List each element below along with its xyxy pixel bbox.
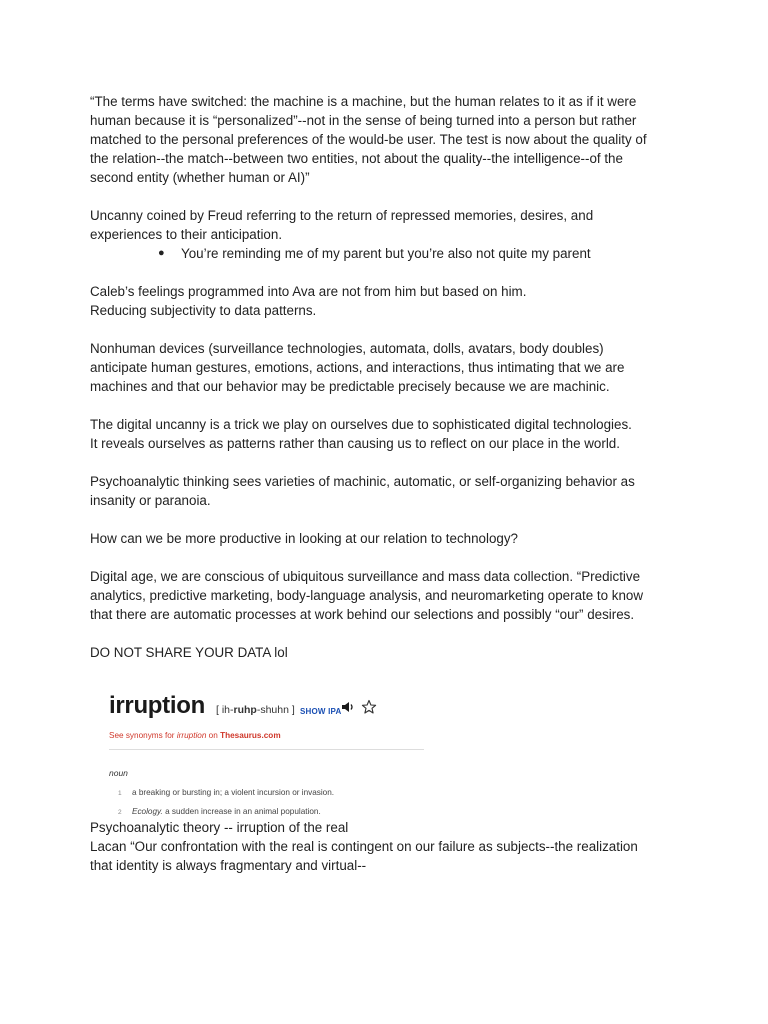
quote-line: “The terms have switched: the machine is a machine, but the human relates to it as if it were (90, 94, 637, 109)
syn-word: irruption (176, 731, 207, 740)
synonyms-link (109, 726, 281, 745)
paragraph-line: How can we be more productive in looking at our relation to technology? (90, 531, 519, 546)
pron-close: -shuhn ] (256, 704, 295, 716)
definition-number: 2 (118, 809, 122, 816)
paragraph-line: It reveals ourselves as patterns rather than causing us to reflect on our place in the world. (90, 436, 620, 451)
dictionary-entry-image (90, 692, 430, 818)
quote-line: human because it is “personalized”--not in the sense of being turned into a person but rather (90, 113, 637, 128)
paragraph-line: experiences to their anticipation. (90, 227, 283, 242)
bullet-text: You’re reminding me of my parent but you’re also not quite my parent (181, 246, 591, 261)
dictionary-headword: irruption (109, 692, 205, 719)
quote-line: second entity (whether human or AI)” (90, 170, 310, 185)
bullet-dot: ● (158, 247, 165, 259)
definition-2 (118, 802, 321, 822)
paragraph-line: The digital uncanny is a trick we play on ourselves due to sophisticated digital technologies. (90, 417, 632, 432)
bullet-item (90, 244, 680, 263)
pronunciation (216, 701, 295, 720)
paragraph-line: Nonhuman devices (surveillance technologies, automata, dolls, avatars, body doubles) (90, 341, 604, 356)
speaker-icon (341, 700, 355, 714)
paragraph-line: analytics, predictive marketing, body-language analysis, and neuromarketing operate to know (90, 588, 644, 603)
pron-stress: ruhp (233, 704, 257, 716)
document-page (90, 92, 680, 875)
quote-line: the relation--the match--between two entities, not about the quality--the intelligence--of the (90, 151, 623, 166)
paragraph-line: Caleb’s feelings programmed into Ava are not from him but based on him. (90, 284, 527, 299)
paragraph-line: Psychoanalytic thinking sees varieties of machinic, automatic, or self-organizing behavior as (90, 474, 635, 489)
definition-label: Ecology. (132, 807, 163, 816)
paragraph-line: that identity is always fragmentary and virtual-- (90, 858, 367, 873)
closing-paragraph (90, 818, 680, 875)
paragraph-line: machines and that our behavior may be predictable precisely because we are machinic. (90, 379, 610, 394)
definition-number: 1 (118, 790, 122, 797)
pron-open: [ ih- (216, 704, 234, 716)
paragraph-line: Psychoanalytic theory -- irruption of the real (90, 820, 349, 835)
paragraph-line: DO NOT SHARE YOUR DATA lol (90, 645, 288, 660)
syn-mid: on (206, 731, 221, 740)
paragraph-line: Lacan “Our confrontation with the real is contingent on our failure as subjects--the realization (90, 839, 638, 854)
syn-site: Thesaurus.com (220, 731, 281, 740)
star-icon (361, 699, 377, 715)
syn-prefix: See synonyms for (109, 731, 177, 740)
show-ipa-button: SHOW IPA (300, 707, 342, 716)
divider (109, 749, 424, 750)
definition-text: a breaking or bursting in; a violent incursion or invasion. (132, 788, 335, 797)
quote-line: matched to the personal preferences of the would-be user. The test is now about the quality of (90, 132, 647, 147)
paragraph-line: anticipate human gestures, emotions, actions, and interactions, thus intimating that we are (90, 360, 625, 375)
paragraph-line: that there are automatic processes at work behind our selections and possibly “our” desires. (90, 607, 635, 622)
paragraph-line: Reducing subjectivity to data patterns. (90, 303, 317, 318)
part-of-speech: noun (109, 768, 128, 778)
definition-1 (118, 783, 334, 803)
definition-text: a sudden increase in an animal population. (162, 807, 321, 816)
paragraph-line: Digital age, we are conscious of ubiquitous surveillance and mass data collection. “Predictive (90, 569, 641, 584)
paragraph-line: Uncanny coined by Freud referring to the return of repressed memories, desires, and (90, 208, 594, 223)
paragraph-line: insanity or paranoia. (90, 493, 211, 508)
